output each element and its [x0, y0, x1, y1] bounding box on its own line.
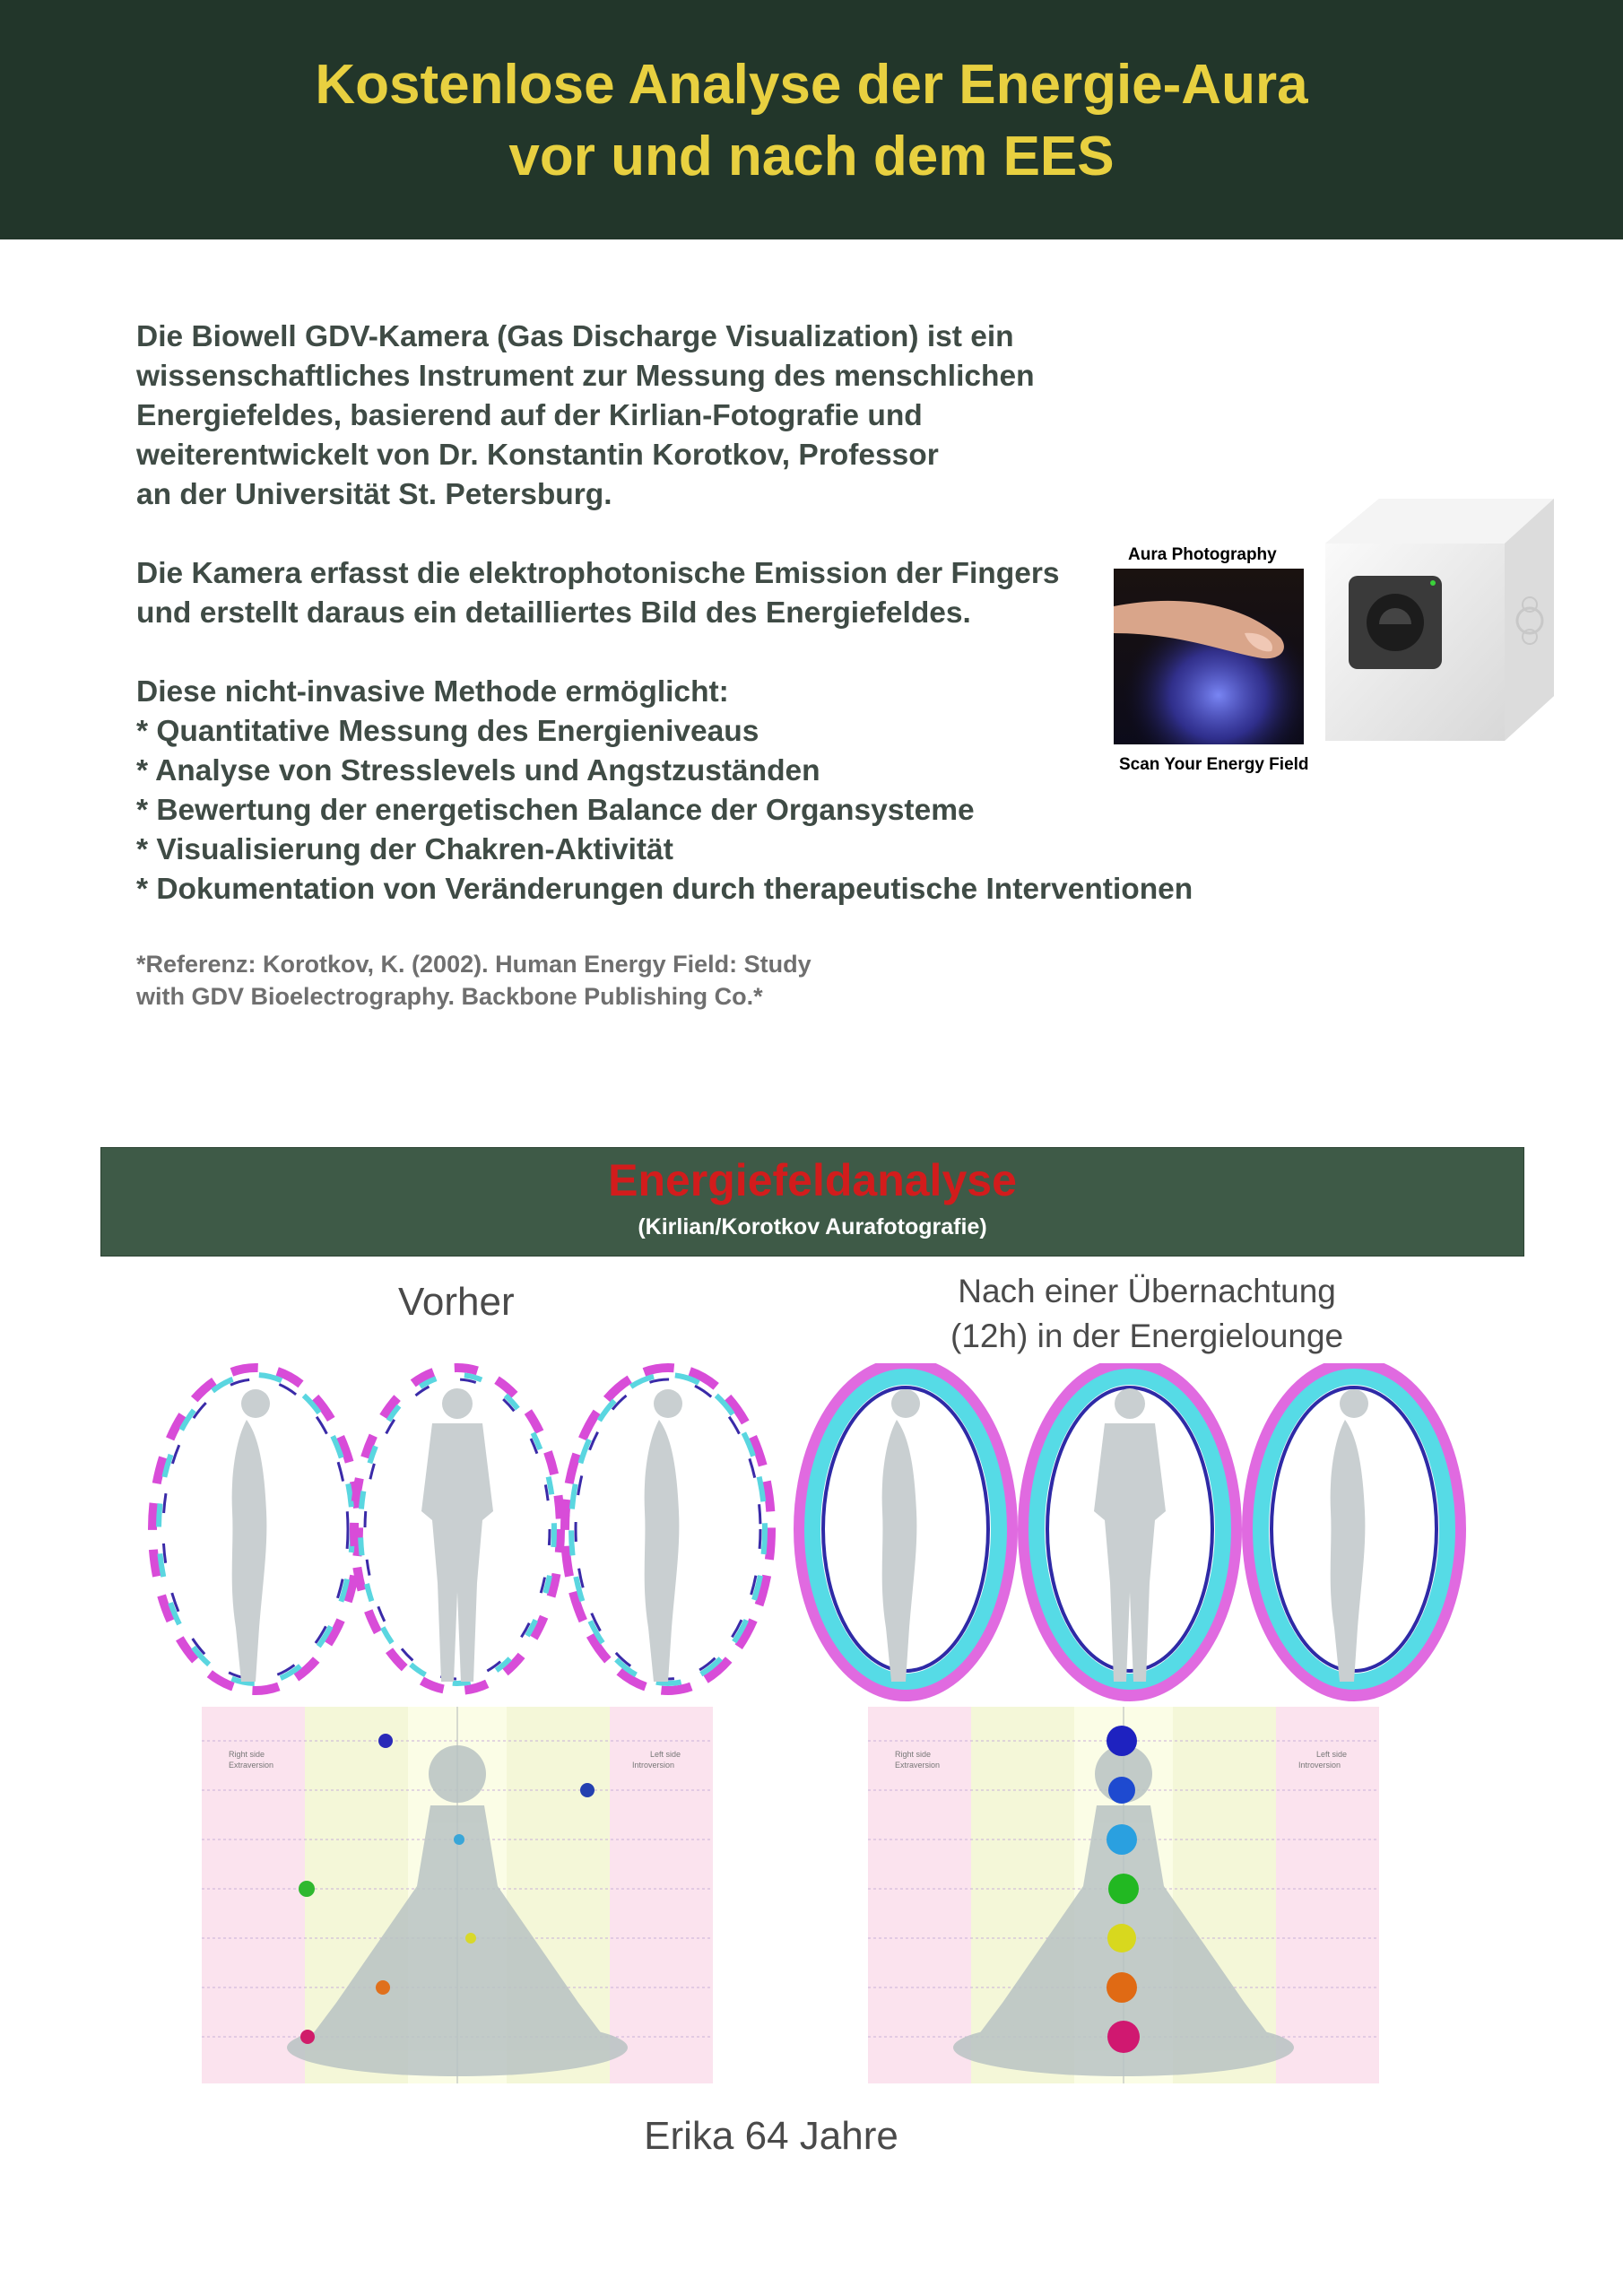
intro-line: an der Universität St. Petersburg.: [136, 478, 612, 511]
chakra-dot: [465, 1933, 476, 1944]
camera-cube-icon: [1325, 499, 1554, 741]
method-heading: Diese nicht-invasive Methode ermöglicht:: [136, 675, 729, 709]
aura-before-1: [152, 1368, 359, 1691]
chart-left-label: Right side: [895, 1750, 932, 1759]
analysis-banner: [100, 1147, 1524, 1257]
aura-after-3: [1248, 1363, 1460, 1695]
chakra-dot: [1108, 1777, 1135, 1804]
chart-left-label: Extraversion: [895, 1761, 941, 1770]
intro-line: Die Kamera erfasst die elektrophotonische Emission der Fingers: [136, 557, 1060, 590]
aura-after-1: [800, 1363, 1011, 1695]
device-bottom-label: Scan Your Energy Field: [1119, 755, 1309, 774]
intro-line: Energiefeldes, basierend auf der Kirlian-Fotografie und: [136, 399, 923, 432]
chakra-dot: [376, 1980, 390, 1995]
chart-left-label: Right side: [229, 1750, 265, 1759]
device-top-label: Aura Photography: [1128, 545, 1277, 564]
intro-line: weiterentwickelt von Dr. Konstantin Korotkov, Professor: [136, 439, 939, 472]
aura-before-3: [565, 1368, 771, 1691]
reference-line: *Referenz: Korotkov, K. (2002). Human Energy Field: Study: [136, 951, 812, 978]
reference-line: with GDV Bioelectrography. Backbone Publishing Co.*: [136, 983, 763, 1010]
chakra-dot: [1107, 1924, 1136, 1952]
chart-right-label: Left side: [1316, 1750, 1348, 1759]
chakra-dot: [300, 2030, 315, 2044]
chakra-dot: [378, 1734, 393, 1748]
intro-line: wissenschaftliches Instrument zur Messung des menschlichen: [136, 360, 1035, 393]
bullet-item: * Dokumentation von Veränderungen durch therapeutische Interventionen: [136, 873, 1193, 906]
chart-right-label: Left side: [650, 1750, 681, 1759]
after-label: [950, 1269, 1343, 1359]
after-label-line: Nach einer Übernachtung: [958, 1273, 1336, 1309]
analysis-subtitle: (Kirlian/Korotkov Aurafotografie): [638, 1214, 987, 1239]
aura-after-2: [1024, 1363, 1236, 1695]
chakra-dot: [1108, 1874, 1139, 1904]
chart-right-label: Introversion: [1298, 1761, 1341, 1770]
before-label: Vorher: [398, 1280, 515, 1324]
header-banner: [0, 0, 1623, 239]
chakra-chart-before: [202, 1707, 713, 2083]
chakra-chart-after: [868, 1707, 1379, 2083]
chart-left-label: Extraversion: [229, 1761, 274, 1770]
title-line-1: Kostenlose Analyse der Energie-Aura: [315, 54, 1308, 116]
intro-line: und erstellt daraus ein detailliertes Bild des Energiefeldes.: [136, 596, 971, 630]
chakra-dot: [580, 1783, 595, 1797]
reference-note: [136, 948, 812, 1013]
chakra-dot: [454, 1834, 464, 1845]
aura-camera-image: [1110, 499, 1554, 782]
chart-right-label: Introversion: [632, 1761, 675, 1770]
chakra-dot: [1107, 1972, 1137, 2003]
aura-before-2: [354, 1368, 560, 1691]
chakra-dot: [1107, 2021, 1140, 2053]
title-line-2: vor und nach dem EES: [508, 126, 1115, 187]
chakra-dot: [1107, 1726, 1137, 1756]
chakra-dot: [1107, 1824, 1137, 1855]
aura-images: [0, 1363, 1623, 1704]
bullet-item: * Quantitative Messung des Energieniveaus: [136, 715, 759, 748]
bullet-item: * Bewertung der energetischen Balance der Organsysteme: [136, 794, 975, 827]
intro-line: Die Biowell GDV-Kamera (Gas Discharge Visualization) ist ein: [136, 320, 1014, 353]
intro-text: [136, 317, 1194, 909]
analysis-title: Energiefeldanalyse: [608, 1155, 1017, 1205]
page-title: [0, 49, 1623, 193]
after-label-line: (12h) in der Energielounge: [950, 1318, 1344, 1354]
subject-caption: Erika 64 Jahre: [644, 2114, 898, 2158]
chakra-dot: [299, 1881, 315, 1897]
bullet-item: * Analyse von Stresslevels und Angstzuständen: [136, 754, 820, 787]
bullet-item: * Visualisierung der Chakren-Aktivität: [136, 833, 673, 866]
